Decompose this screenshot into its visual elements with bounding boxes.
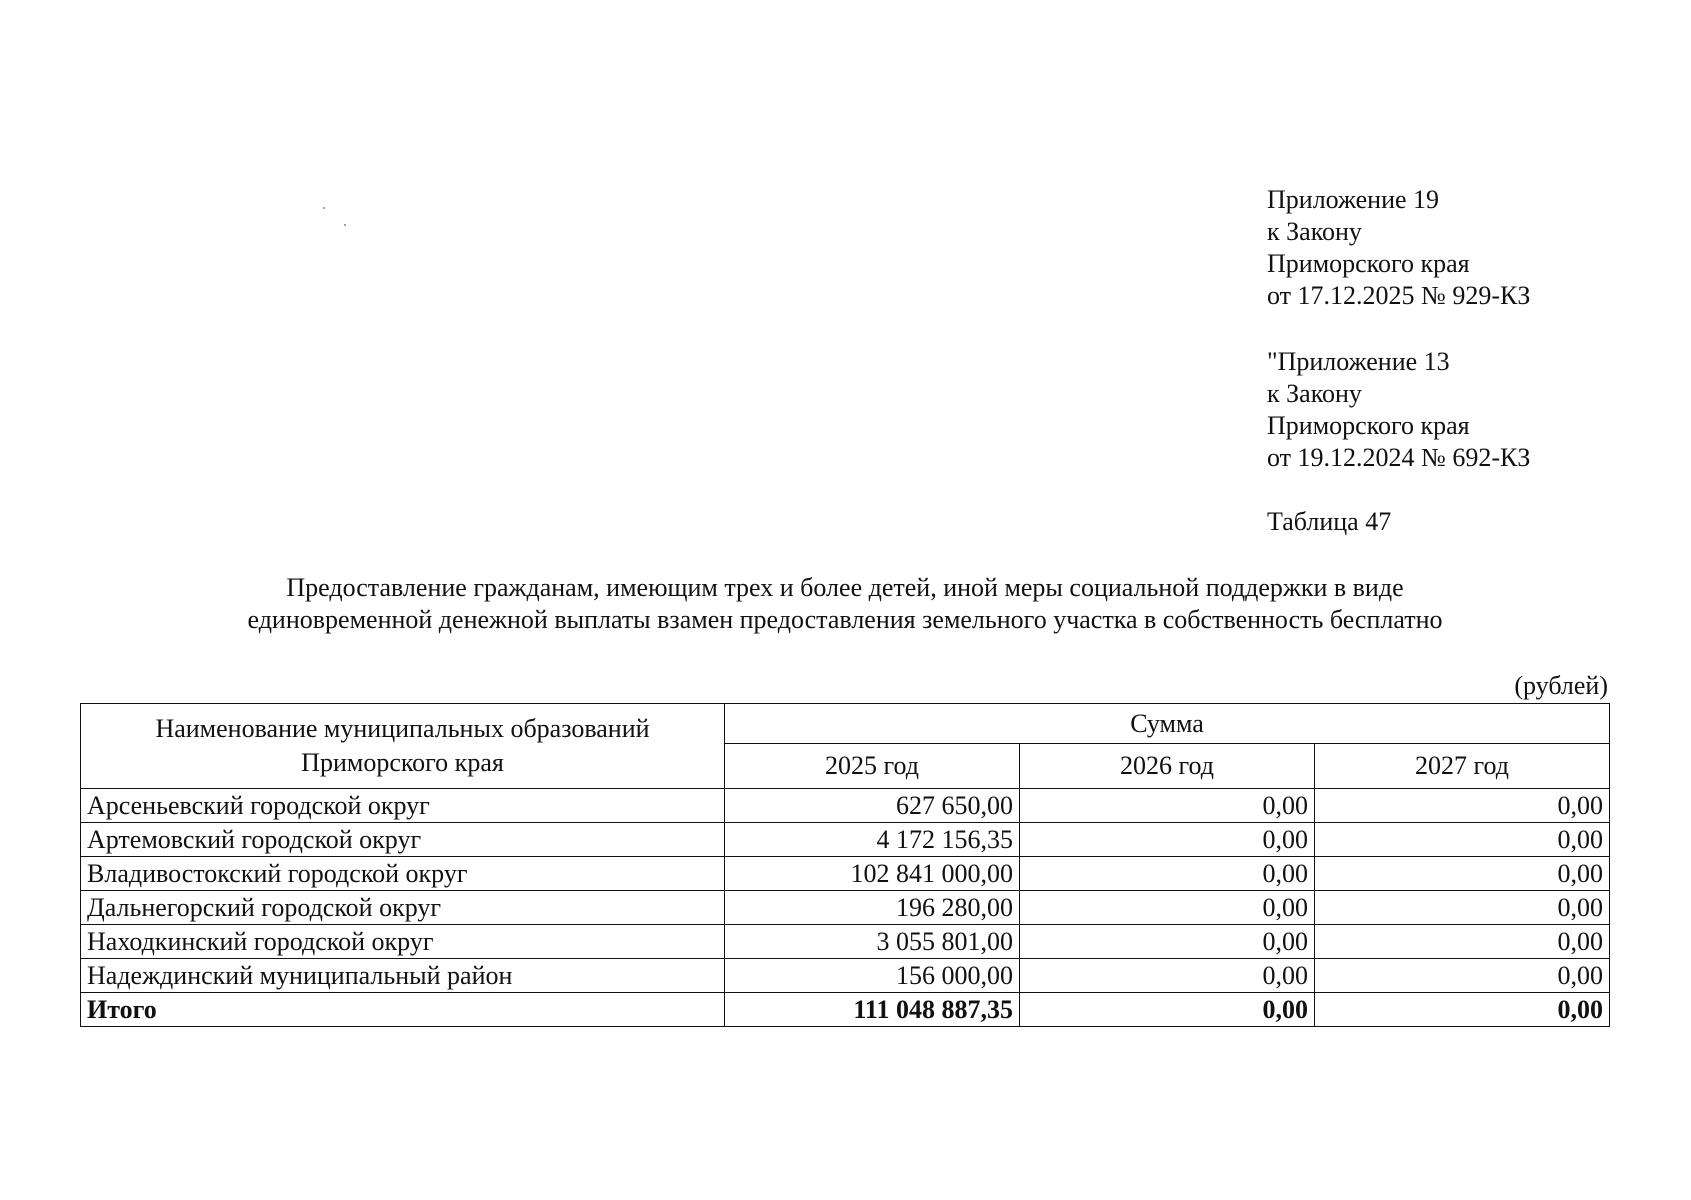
total-row bbox=[81, 993, 1610, 1027]
amount-2027: 0,00 bbox=[1315, 925, 1610, 959]
header-year-2025: 2025 год bbox=[725, 744, 1020, 789]
appendix-13-region-line: Приморского края bbox=[1267, 411, 1470, 440]
amount-2025: 3 055 801,00 bbox=[725, 925, 1020, 959]
header-sum: Сумма bbox=[725, 704, 1610, 744]
appendix-19-line: Приложение 19 bbox=[1267, 185, 1440, 214]
header-municipality-line-1: Наименование муниципальных образований bbox=[155, 714, 650, 743]
municipality-name: Владивостокский городской округ bbox=[81, 857, 725, 891]
appendix-19-date-line: от 17.12.2025 № 929-КЗ bbox=[1267, 281, 1531, 310]
amount-2026: 0,00 bbox=[1020, 789, 1315, 823]
appendix-13-line: "Приложение 13 bbox=[1267, 347, 1450, 376]
appendix-19-region-line: Приморского края bbox=[1267, 249, 1470, 278]
table-row bbox=[81, 823, 1610, 857]
total-2026: 0,00 bbox=[1020, 993, 1315, 1027]
municipality-name: Артемовский городской округ bbox=[81, 823, 725, 857]
table-number: Таблица 47 bbox=[1267, 507, 1392, 536]
subsidy-table bbox=[80, 703, 1610, 1027]
header-year-2027: 2027 год bbox=[1315, 744, 1610, 789]
table-row bbox=[81, 857, 1610, 891]
amount-2025: 627 650,00 bbox=[725, 789, 1020, 823]
units-label: (рублей) bbox=[1514, 671, 1608, 700]
amount-2027: 0,00 bbox=[1315, 857, 1610, 891]
municipality-name: Находкинский городской округ bbox=[81, 925, 725, 959]
amount-2026: 0,00 bbox=[1020, 857, 1315, 891]
municipality-name: Дальнегорский городской округ bbox=[81, 891, 725, 925]
total-2025: 111 048 887,35 bbox=[725, 993, 1020, 1027]
amount-2025: 4 172 156,35 bbox=[725, 823, 1020, 857]
document-title bbox=[80, 572, 1610, 636]
municipality-name: Арсеньевский городской округ bbox=[81, 789, 725, 823]
amount-2027: 0,00 bbox=[1315, 789, 1610, 823]
amount-2027: 0,00 bbox=[1315, 891, 1610, 925]
table-row bbox=[81, 925, 1610, 959]
municipality-name: Надеждинский муниципальный район bbox=[81, 959, 725, 993]
table-row bbox=[81, 891, 1610, 925]
total-2027: 0,00 bbox=[1315, 993, 1610, 1027]
amount-2025: 156 000,00 bbox=[725, 959, 1020, 993]
appendix-13-block bbox=[1267, 346, 1530, 474]
amount-2027: 0,00 bbox=[1315, 959, 1610, 993]
amount-2026: 0,00 bbox=[1020, 891, 1315, 925]
amount-2025: 102 841 000,00 bbox=[725, 857, 1020, 891]
amount-2025: 196 280,00 bbox=[725, 891, 1020, 925]
table-row bbox=[81, 789, 1610, 823]
amount-2027: 0,00 bbox=[1315, 823, 1610, 857]
header-municipality-line-2: Приморского края bbox=[301, 748, 504, 777]
document-title-line-2: единовременной денежной выплаты взамен предоставления земельного участка в собственность бесплатно bbox=[247, 605, 1443, 634]
appendix-13-date-line: от 19.12.2024 № 692-КЗ bbox=[1267, 443, 1531, 472]
amount-2026: 0,00 bbox=[1020, 959, 1315, 993]
appendix-19-block bbox=[1267, 184, 1530, 312]
scan-speck bbox=[344, 224, 346, 226]
appendix-19-law-line: к Закону bbox=[1267, 217, 1362, 246]
header-municipality bbox=[81, 704, 725, 789]
header-year-2026: 2026 год bbox=[1020, 744, 1315, 789]
appendix-13-law-line: к Закону bbox=[1267, 379, 1362, 408]
amount-2026: 0,00 bbox=[1020, 823, 1315, 857]
scan-speck bbox=[323, 207, 325, 209]
amount-2026: 0,00 bbox=[1020, 925, 1315, 959]
total-label: Итого bbox=[81, 993, 725, 1027]
table-row bbox=[81, 959, 1610, 993]
document-title-line-1: Предоставление гражданам, имеющим трех и более детей, иной меры социальной поддержки в виде bbox=[286, 573, 1404, 602]
